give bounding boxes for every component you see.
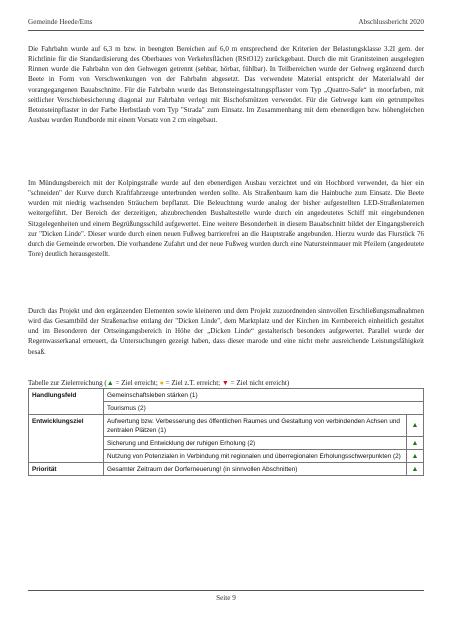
header-divider bbox=[28, 30, 424, 31]
prioritaet-label: Priorität bbox=[29, 463, 104, 476]
header-report-title: Abschlussbericht 2020 bbox=[358, 18, 424, 26]
achieved-triangle-icon: ▲ bbox=[106, 379, 114, 387]
not-achieved-triangle-icon: ▼ bbox=[221, 379, 229, 387]
paragraph-text: Durch das Projekt und den ergänzenden Elementen sowie kleineren und dem Projekt zuzuordnenden sinnvollen Erschließungsmaßnahmen wird das Gesamtbild der Straßenachse entlang der "Dicken Linde", dem Marktplatz und der Kirchen im Kernbereich einheitlich gestaltet und im Besonderen der Ortseingangsbereich in Höhe der „Dicken Linde“ gestalterisch besonders aufgewertet. Parallel wurde der Regenwasserkanal erneuert, da Untersuchungen gezeigt haben, dass dieser marode und eine nicht mehr ausreichende Leistungsfähigkeit besaß. bbox=[28, 307, 424, 356]
achieved-triangle-icon: ▲ bbox=[407, 437, 424, 450]
entwicklungsziel-label: Entwicklungsziel bbox=[29, 415, 104, 463]
table-row bbox=[29, 463, 424, 476]
paragraph-kolping-junction bbox=[28, 178, 424, 259]
caption-not-achieved-text: = Ziel nicht erreicht) bbox=[228, 379, 290, 387]
page-number: Seite 9 bbox=[216, 594, 236, 602]
page-header bbox=[28, 18, 424, 30]
paragraph-road-construction bbox=[28, 44, 424, 125]
caption-prefix: Tabelle zur Zielerreichung ( bbox=[28, 379, 107, 387]
entwicklungsziel-text: Nutzung von Potenzialen in Verbindung mit regionalen und überregionalen Erholungsschwerpunkten (2) bbox=[104, 450, 407, 463]
table-row bbox=[29, 389, 424, 402]
partial-dot-icon: ● bbox=[159, 379, 164, 387]
paragraph-text: Im Mündungsbereich mit der Kolpingstraße wurde auf den ebenerdigen Ausbau verzichtet und ein Hochbord verwendet, da hier ein "schneiden" der Kurve durch Kraftfahrzeuge unterbunden werden sollte. Als Straßenbaum kam die Hainbuche zum Einsatz. Die Beete wurden mit niedrig wachsenden Sträuchern bepflanzt. Die Beleuchtung wurde analog der bisher aufgestellten LED-Straßenlaternen weitergeführt. Der Bereich der derzeitigen, abzubrechenden Bushaltestelle wurde durch ein angedeutetes Schiff mit eingebundenen Sitzgelegenheiten und einem Begrüßungsschild aufgewertet. Eine weitere Besonderheit in diesem Bauabschnitt bildet der Eingangsbereich zur "Dicken Linde". Dieser wurde durch einen neuen Fußweg barrierefrei an die Hauptstraße angebunden. Hierzu wurde das Flurstück 76 durch die Gemeinde erworben. Die vorhandene Zufahrt und der neue Fußweg wurden durch eine Natursteinmauer mit Pfeilern (angedeutete Tore) deutlich herausgestellt. bbox=[28, 179, 424, 259]
achieved-triangle-icon: ▲ bbox=[407, 450, 424, 463]
achieved-triangle-icon: ▲ bbox=[407, 415, 424, 437]
header-municipality: Gemeinde Heede/Ems bbox=[28, 18, 93, 26]
caption-achieved-text: = Ziel erreicht; bbox=[113, 379, 160, 387]
paragraph-text: Die Fahrbahn wurde auf 6,3 m bzw. in beengten Bereichen auf 6,0 m entsprechend der Kriterien der Belastungsklasse 3.2I gem. der Richtlinie für die Standardisierung des Oberbaues von Verkehrsflächen (RStO12) zurückgebaut. Durch die mit Granitsteinen ausgelegten Rinnen wurde die Fahrbahn von den Gehwegen getrennt (sehbar, hörbar, fühlbar). In Teilbereichen wurde der Gehweg ergänzend durch Beete in Form von Verschwenkungen von der Fahrbahn abgesetzt. Das verwendete Material entspricht der Materialwahl der vorangegangenen Bauabschnitte. Für die Fahrbahn wurde das Betonsteingestaltungspflaster vom Typ „Quattro-Safe“ in moorfarben, mit seitlicher Verschiebesicherung diagonal zur Fahrbahn verlegt mit Bischofsmützen verwendet. Für die Gehwege kam ein getrumpeltes Betonsteinpflaster in der Farbe Herbstlaub vom Typ "Strada" zum Einsatz. Im Zusammenhang mit dem ebenerdigen bzw. höhengleichen Ausbau wurden Rundborde mit einem Vorsatz von 2 cm eingebaut. bbox=[28, 45, 424, 125]
entwicklungsziel-text: Sicherung und Entwicklung der ruhigen Erholung (2) bbox=[104, 437, 407, 450]
goal-achievement-table bbox=[28, 388, 424, 476]
footer-divider bbox=[28, 590, 424, 591]
paragraph-project-summary bbox=[28, 306, 424, 357]
caption-partial-text: = Ziel z.T. erreicht; bbox=[163, 379, 222, 387]
table-caption bbox=[28, 379, 424, 387]
prioritaet-value: Gesamter Zeitraum der Dorferneuerung! (in sinnvollen Abschnitten) bbox=[104, 463, 407, 476]
table-row bbox=[29, 415, 424, 437]
handlungsfeld-value: Tourismus (2) bbox=[104, 402, 424, 415]
handlungsfeld-value: Gemeinschaftsleben stärken (1) bbox=[104, 389, 424, 402]
handlungsfeld-label: Handlungsfeld bbox=[29, 389, 104, 415]
achieved-triangle-icon: ▲ bbox=[407, 463, 424, 476]
entwicklungsziel-text: Aufwertung bzw. Verbesserung des öffentlichen Raumes und Gestaltung von verbindenden Achsen und zentralen Plätzen (1) bbox=[104, 415, 407, 437]
